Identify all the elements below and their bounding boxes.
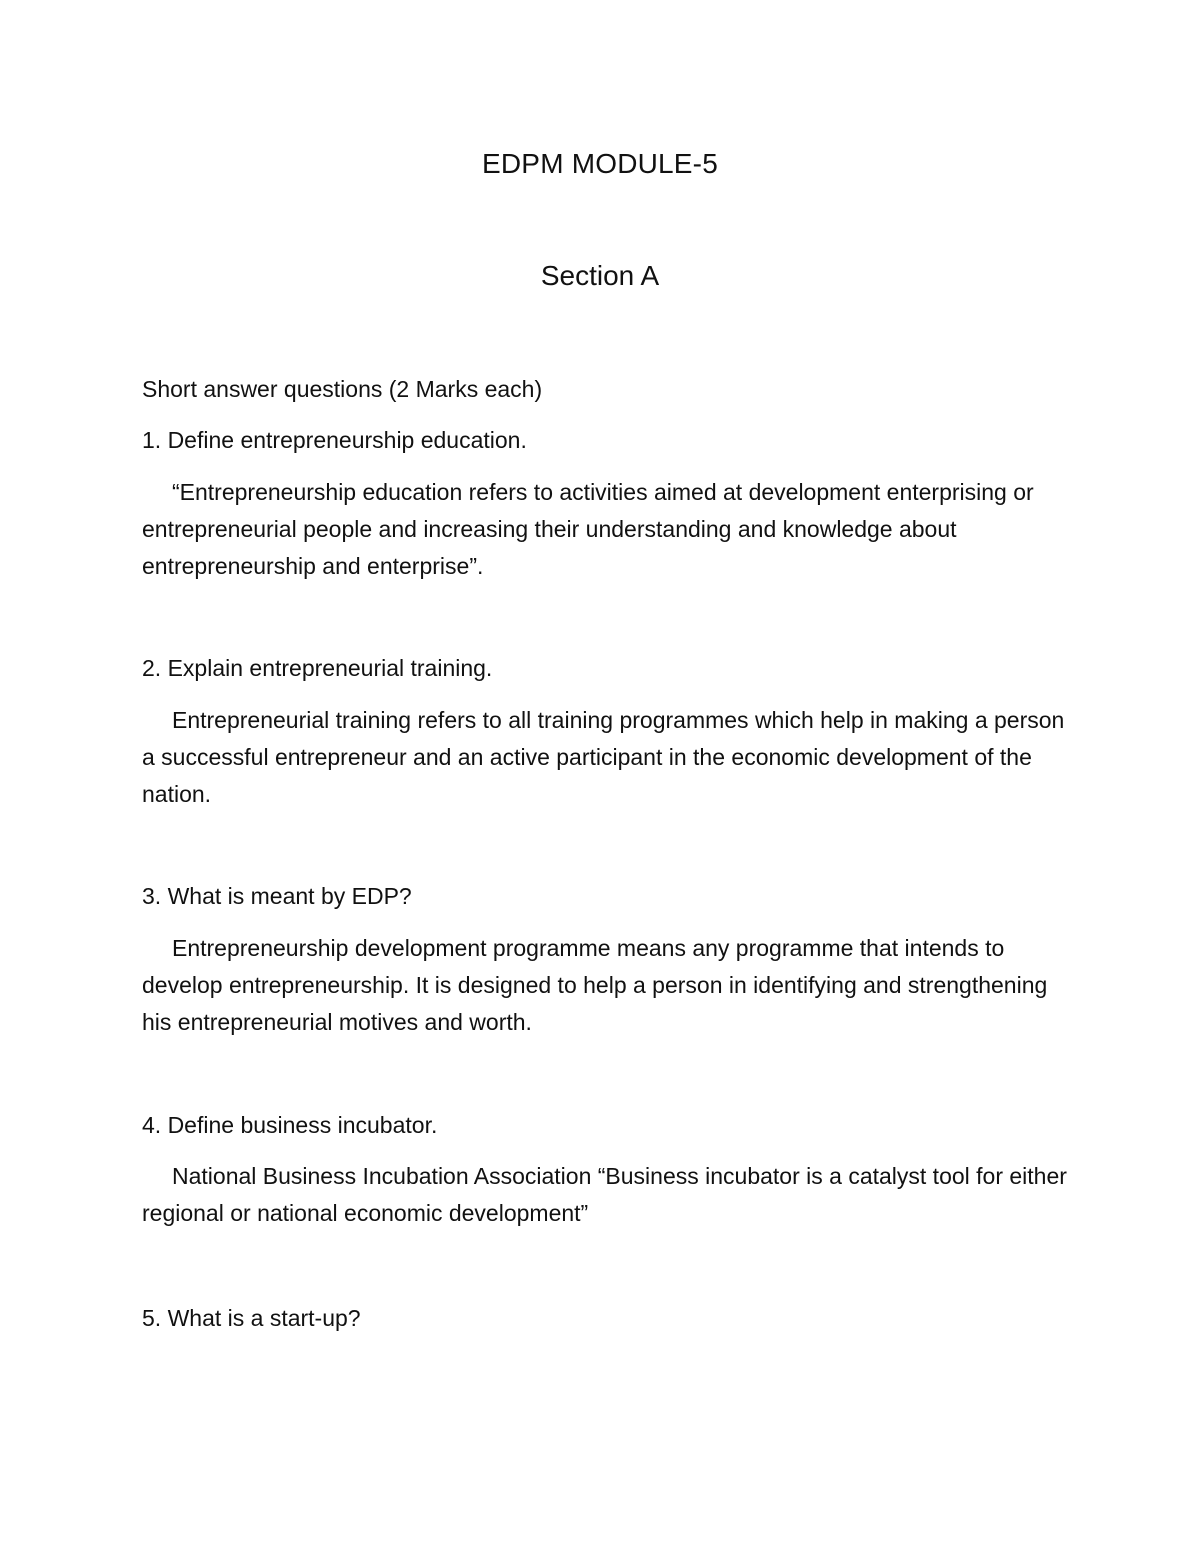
answer-3: Entrepreneurship development programme means any programme that intends to develop entrepreneurship. It is designed to help a person in identifying and strengthening his entrepreneurial motives and worth.: [142, 935, 1048, 1035]
question-4: 4. Define business incubator.: [142, 1112, 438, 1138]
answer-4: National Business Incubation Association “Business incubator is a catalyst tool for either regional or national economic development”: [142, 1163, 1067, 1226]
question-1: 1. Define entrepreneurship education.: [142, 427, 527, 453]
question-3: 3. What is meant by EDP?: [142, 883, 412, 909]
answer-1: “Entrepreneurship education refers to activities aimed at development enterprising or entrepreneurial people and increasing their understanding and knowledge about entrepreneurship and enterprise”.: [142, 479, 1034, 579]
document-title: EDPM MODULE-5: [482, 148, 718, 179]
question-2: 2. Explain entrepreneurial training.: [142, 655, 493, 681]
question-5: 5. What is a start-up?: [142, 1305, 361, 1331]
answer-2: Entrepreneurial training refers to all training programmes which help in making a person a successful entrepreneur and an active participant in the economic development of the nation.: [142, 707, 1065, 807]
intro-text: Short answer questions (2 Marks each): [142, 376, 543, 402]
section-heading: Section A: [540, 260, 660, 291]
